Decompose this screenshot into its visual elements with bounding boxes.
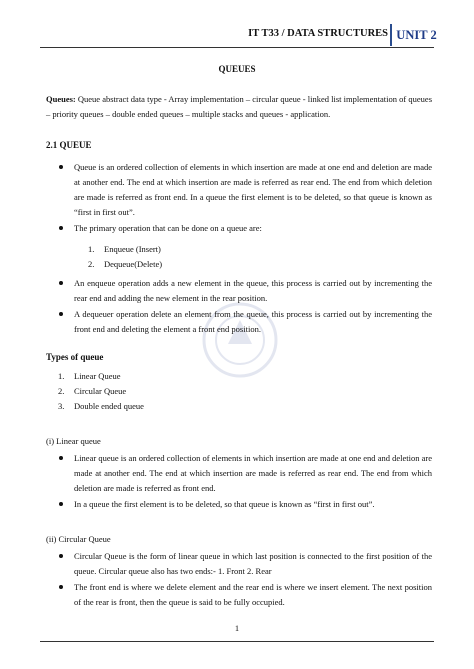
bullet-icon — [59, 456, 63, 460]
page-title: QUEUES — [218, 64, 256, 74]
list-item: Queue is an ordered collection of elements in which insertion are made at one end and deletion are made at another end. The end at which insertion are made is referred as rear end. The end from which deletion are made is referred as front end. In a queue the first element is to be deleted, so that queue is known as “first in first out”. — [46, 160, 432, 220]
linear-queue-heading: (i) Linear queue — [46, 436, 101, 446]
section-heading: 2.1 QUEUE — [46, 140, 92, 150]
operations-list — [88, 242, 162, 272]
bullet-icon — [59, 502, 63, 506]
operation-bullet-list — [46, 276, 432, 338]
list-item: 1. Linear Queue — [58, 371, 121, 381]
list-item: The primary operation that can be done on a queue are: — [46, 221, 432, 236]
bullet-icon — [59, 226, 63, 230]
list-item: 1. Enqueue (Insert) — [88, 244, 161, 254]
list-item: 3. Double ended queue — [58, 401, 144, 411]
circular-queue-bullets — [46, 549, 432, 611]
header-rule — [40, 47, 434, 48]
bullet-icon — [59, 554, 63, 558]
list-item: Circular Queue is the form of linear queue in which last position is connected to the first position of the queue. Circular queue also has two ends:- 1. Front 2. Rear — [46, 549, 432, 579]
types-heading: Types of queue — [46, 352, 104, 362]
list-item: In a queue the first element is to be deleted, so that queue is known as “first in first out”. — [46, 497, 432, 512]
circular-queue-heading: (ii) Circular Queue — [46, 534, 111, 544]
list-item: An enqueue operation adds a new element in the queue, this process is carried out by incrementing the rear end and adding the new element in the rear position. — [46, 276, 432, 306]
list-item: 2. Dequeue(Delete) — [88, 259, 163, 269]
footer-rule — [40, 641, 434, 642]
list-item: A dequeuer operation delete an element from the queue, this process is carried out by incrementing the front end and deleting the element a front end position. — [46, 307, 432, 337]
linear-queue-bullets — [46, 451, 432, 513]
bullet-icon — [59, 585, 63, 589]
intro-paragraph — [46, 92, 432, 122]
list-item: Linear queue is an ordered collection of elements in which insertion are made at one end and deletion are made at another end. The end at which insertion are made is referred as rear end. The end from which deletion are made is referred as front end. — [46, 451, 432, 496]
course-title: IT T33 / DATA STRUCTURES — [248, 28, 388, 39]
queue-bullet-list — [46, 160, 432, 237]
unit-badge: UNIT 2 — [390, 24, 441, 46]
intro-label: Queues: — [46, 94, 76, 104]
bullet-icon — [59, 281, 63, 285]
list-item: The front end is where we delete element and the rear end is where we insert element. The next position of the rear is front, then the queue is said to be fully occupied. — [46, 580, 432, 610]
bullet-icon — [59, 312, 63, 316]
bullet-icon — [59, 165, 63, 169]
types-list — [58, 369, 144, 414]
page-number: 1 — [234, 623, 240, 633]
list-item: 2. Circular Queue — [58, 386, 127, 396]
intro-text: Queue abstract data type - Array implementation – circular queue - linked list implementation of queues – priority queues – double ended queues – multiple stacks and queues - application. — [46, 94, 432, 119]
